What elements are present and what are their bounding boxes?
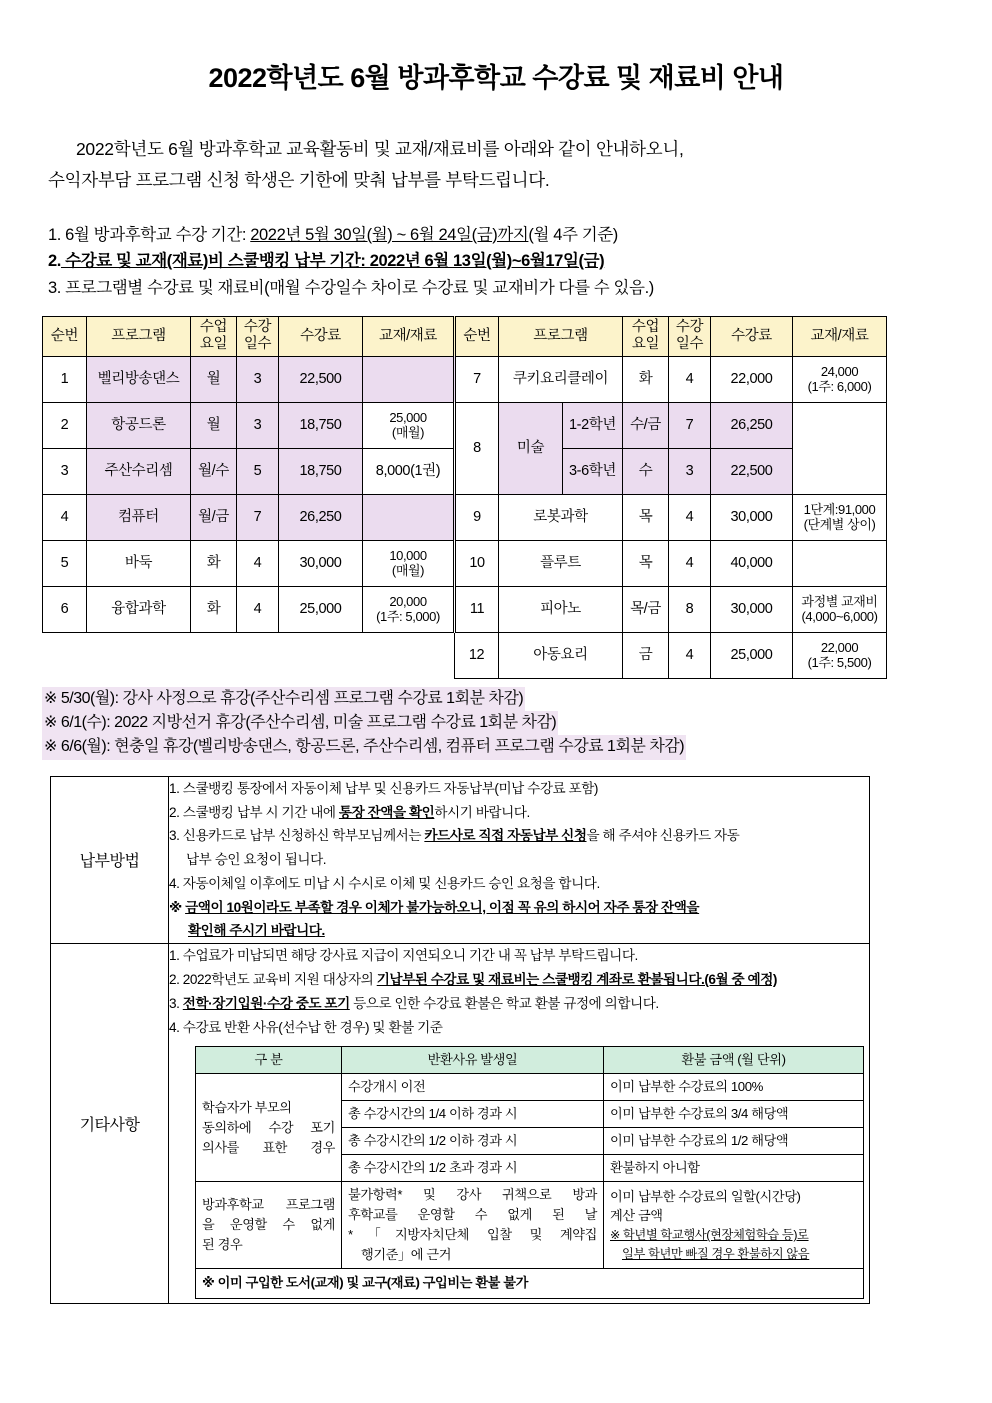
header-fee-right: 수강료 xyxy=(711,316,793,356)
cell-material xyxy=(363,586,455,632)
cell-fee: 26,250 xyxy=(279,494,363,540)
payment-item-2 xyxy=(169,801,869,825)
refund-cat2-l2: 을 운영할 수 없게 xyxy=(202,1217,335,1233)
refund-cat1-l3: 의사를 표한 경우 xyxy=(202,1139,335,1155)
cell-program: 벨리방송댄스 xyxy=(87,356,191,402)
refund-cat2-l3: 된 경우 xyxy=(202,1236,243,1252)
cell-program: 주산수리셈 xyxy=(87,448,191,494)
other-notes-body xyxy=(169,944,870,1303)
header-days-left-l1: 수강 xyxy=(243,319,272,336)
table-row xyxy=(196,1182,864,1268)
note-2-text: 수강료 및 교재(재료)비 스쿨뱅킹 납부 기간: 2022년 6월 13일(월)~6월17일(금) xyxy=(60,252,605,271)
cell-weekday: 화 xyxy=(191,540,237,586)
refund-amount-group-2 xyxy=(604,1182,864,1268)
refund-amount: 환불하지 아니함 xyxy=(604,1155,864,1182)
other-item-3-post: 등으로 인한 수강료 환불은 학교 환불 규정에 의합니다. xyxy=(349,995,659,1011)
refund-cat1-l2: 동의하에 수강 포기 xyxy=(202,1119,335,1135)
cell-no: 2 xyxy=(43,402,87,448)
cell-weekday: 월/수 xyxy=(191,448,237,494)
refund-footer-row xyxy=(196,1268,864,1298)
intro-line-2: 수익자부담 프로그램 신청 학생은 기한에 맞춰 납부를 부탁드립니다. xyxy=(48,170,550,191)
holiday-note-row xyxy=(42,711,952,735)
cell-material xyxy=(793,356,887,402)
cell-empty xyxy=(43,632,87,678)
header-material-right: 교재/재료 xyxy=(793,316,887,356)
cell-fee: 22,500 xyxy=(279,356,363,402)
cell-material-main: 20,000 xyxy=(389,593,427,609)
refund-amount: 이미 납부한 수강료의 100% xyxy=(604,1074,864,1101)
payment-item-2-post: 하시기 바랍니다. xyxy=(434,804,530,820)
cell-days: 4 xyxy=(237,540,279,586)
payment-item-3-emphasis: 카드사로 직접 자동납부 신청 xyxy=(424,828,587,844)
header-fee-left: 수강료 xyxy=(279,316,363,356)
refund-reason: 총 수강시간의 1/2 초과 경과 시 xyxy=(342,1155,604,1182)
refund-category-group-1 xyxy=(196,1074,342,1182)
refund-reason: 수강개시 이전 xyxy=(342,1074,604,1101)
cell-no: 5 xyxy=(43,540,87,586)
other-item-2-emphasis: 기납부된 수강료 및 재료비는 스쿨뱅킹 계좌로 환불됩니다.(6월 중 예정) xyxy=(376,971,777,987)
payment-item-4: 4. 자동이체일 이후에도 미납 시 수시로 이체 및 신용카드 승인 요청을 합니다. xyxy=(169,875,600,891)
payment-item-3-continued: 납부 승인 요청이 됩니다. xyxy=(186,852,327,868)
cell-material-main: 1단계:91,000 xyxy=(803,501,876,517)
cell-fee: 30,000 xyxy=(711,494,793,540)
other-item-2-pre: 2. 2022학년도 교육비 지원 대상자의 xyxy=(169,971,377,987)
cell-program: 바둑 xyxy=(87,540,191,586)
cell-days: 7 xyxy=(237,494,279,540)
refund-amount2-l4: 일부 학년만 빠질 경우 환불하지 않음 xyxy=(622,1246,810,1261)
cell-fee: 30,000 xyxy=(279,540,363,586)
cell-days: 8 xyxy=(669,586,711,632)
cell-weekday: 목 xyxy=(623,540,669,586)
header-weekday-right xyxy=(623,316,669,356)
other-item-4: 4. 수강료 반환 사유(선수납 한 경우) 및 환불 기준 xyxy=(169,1019,443,1035)
note-item-1 xyxy=(48,222,952,249)
cell-days: 7 xyxy=(669,402,711,448)
cell-days: 3 xyxy=(669,448,711,494)
header-days-left-l2: 일수 xyxy=(243,336,272,353)
cell-program: 피아노 xyxy=(499,586,623,632)
numbered-notes xyxy=(40,196,952,302)
payment-item-5-mark: ※ xyxy=(169,899,186,915)
table-row xyxy=(43,356,887,402)
payment-item-2-emphasis: 통장 잔액을 확인 xyxy=(338,804,435,820)
header-weekday-right-l1: 수업 xyxy=(631,319,660,336)
refund-reason-group-2 xyxy=(342,1182,604,1268)
note-1-prefix: 6월 방과후학교 수강 기간: xyxy=(60,225,251,244)
page-title: 2022학년도 6월 방과후학교 수강료 및 재료비 안내 xyxy=(208,63,784,93)
cell-weekday: 수/금 xyxy=(623,402,669,448)
cell-material-main: 과정별 교재비 xyxy=(801,593,878,609)
cell-program: 융합과학 xyxy=(87,586,191,632)
holiday-note-row xyxy=(42,687,952,711)
cell-days: 3 xyxy=(237,356,279,402)
payment-method-label: 납부방법 xyxy=(51,776,169,943)
cell-fee: 18,750 xyxy=(279,448,363,494)
cell-program: 플루트 xyxy=(499,540,623,586)
other-item-3-pre: 3. xyxy=(169,995,183,1011)
cell-material-sub: (1주: 5,500) xyxy=(807,655,872,671)
refund-reason: 총 수강시간의 1/2 이하 경과 시 xyxy=(342,1128,604,1155)
cell-program: 미술 xyxy=(499,402,563,494)
cell-material-main: 24,000 xyxy=(820,363,859,379)
cell-weekday: 화 xyxy=(623,356,669,402)
refund-category-group-2 xyxy=(196,1182,342,1268)
payment-item-3-pre: 3. 신용카드로 납부 신청하신 학부모님께서는 xyxy=(169,828,425,844)
cell-material xyxy=(793,494,887,540)
header-days-right-l2: 일수 xyxy=(675,336,704,353)
cell-material: 8,000(1권) xyxy=(363,448,455,494)
refund-reason: 총 수강시간의 1/4 이하 경과 시 xyxy=(342,1101,604,1128)
cell-material-main: 22,000 xyxy=(820,639,859,655)
note-1-number: 1. xyxy=(48,225,61,244)
payment-item-5-line2: 확인해 주시기 바랍니다. xyxy=(188,923,325,939)
holiday-note-1: ※ 5/30(월): 강사 사정으로 휴강(주산수리셈 프로그램 수강료 1회분 차감) xyxy=(42,687,525,711)
cell-program-sub: 3-6학년 xyxy=(563,448,623,494)
cell-material-main: 10,000 xyxy=(389,547,427,563)
fee-table xyxy=(42,316,887,679)
cell-fee: 26,250 xyxy=(711,402,793,448)
holiday-note-row xyxy=(42,735,952,759)
cell-weekday: 화 xyxy=(191,586,237,632)
table-row xyxy=(43,586,887,632)
cell-empty xyxy=(279,632,363,678)
intro-paragraph xyxy=(40,94,952,195)
cell-fee: 22,500 xyxy=(711,448,793,494)
header-weekday-left-l2: 요일 xyxy=(199,336,228,353)
table-row xyxy=(43,632,887,678)
payment-item-5-line2-wrap xyxy=(169,919,869,943)
note-3-text: 프로그램별 수강료 및 재료비(매월 수강일수 차이로 수강료 및 교재비가 다를 수 있음.) xyxy=(60,279,654,298)
cell-empty xyxy=(363,632,455,678)
refund-cat1-l1: 학습자가 부모의 xyxy=(202,1100,292,1116)
cell-material xyxy=(793,632,887,678)
intro-line-1: 2022학년도 6월 방과후학교 교육활동비 및 교재/재료비를 아래와 같이 안내하오니, xyxy=(76,139,684,160)
refund-amount2-l1: 이미 납부한 수강료의 일할(시간당) xyxy=(610,1188,801,1204)
refund-header-reason: 반환사유 발생일 xyxy=(342,1047,604,1074)
cell-weekday: 월/금 xyxy=(191,494,237,540)
refund-header-category: 구 분 xyxy=(196,1047,342,1074)
cell-fee: 25,000 xyxy=(279,586,363,632)
cell-weekday: 목/금 xyxy=(623,586,669,632)
cell-program: 컴퓨터 xyxy=(87,494,191,540)
cell-days: 3 xyxy=(237,402,279,448)
cell-material-sub: (1주: 5,000) xyxy=(376,609,440,625)
cell-weekday: 목 xyxy=(623,494,669,540)
cell-weekday: 금 xyxy=(623,632,669,678)
payment-item-5 xyxy=(169,896,869,920)
refund-reason2-l1: 불가항력* 및 강사 귀책으로 방과 xyxy=(348,1187,597,1203)
other-notes-label: 기타사항 xyxy=(51,944,169,1303)
payment-item-1: 1. 스쿨뱅킹 통장에서 자동이체 납부 및 신용카드 자동납부(미납 수강료 포함) xyxy=(169,780,598,796)
header-program-left-text: 프로그램 xyxy=(111,327,166,344)
cell-program-sub: 1-2학년 xyxy=(563,402,623,448)
payment-method-body xyxy=(169,776,870,943)
other-item-3 xyxy=(169,992,869,1016)
other-notes-section xyxy=(51,944,870,1303)
header-days-left xyxy=(237,316,279,356)
header-program-right: 프로그램 xyxy=(499,316,623,356)
cell-no: 4 xyxy=(43,494,87,540)
cell-program: 쿠키요리클레이 xyxy=(499,356,623,402)
cell-no: 3 xyxy=(43,448,87,494)
other-item-2 xyxy=(169,968,869,992)
refund-amount2-l3: ※ 학년별 학교행사(현장체험학습 등)로 xyxy=(610,1228,809,1243)
cell-material xyxy=(363,494,455,540)
refund-footer-note: ※ 이미 구입한 도서(교재) 및 교구(재료) 구입비는 환불 불가 xyxy=(196,1268,864,1298)
refund-cat2-l1: 방과후학교 프로그램 xyxy=(202,1197,335,1213)
cell-material-sub: (4,000~6,000) xyxy=(801,609,878,625)
cell-fee: 40,000 xyxy=(711,540,793,586)
payment-item-2-pre: 2. 스쿨뱅킹 납부 시 기간 내에 xyxy=(169,804,339,820)
table-row xyxy=(43,494,887,540)
cell-material xyxy=(363,402,455,448)
cell-no: 11 xyxy=(455,586,499,632)
note-2-number: 2. xyxy=(48,252,61,271)
cell-empty xyxy=(87,632,191,678)
other-item-1: 1. 수업료가 미납되면 해당 강사료 지급이 지연되오니 기간 내 꼭 납부 부탁드립니다. xyxy=(169,948,638,964)
header-material-left: 교재/재료 xyxy=(363,316,455,356)
header-no-left: 순번 xyxy=(43,316,87,356)
header-weekday-left-l1: 수업 xyxy=(199,319,228,336)
cell-material-main: 25,000 xyxy=(389,409,427,425)
refund-policy-table xyxy=(195,1046,864,1298)
refund-amount: 이미 납부한 수강료의 1/2 해당액 xyxy=(604,1128,864,1155)
payment-method-section xyxy=(51,776,870,943)
cell-days: 4 xyxy=(669,540,711,586)
cell-no: 12 xyxy=(455,632,499,678)
cell-weekday: 수 xyxy=(623,448,669,494)
cell-no: 7 xyxy=(455,356,499,402)
holiday-notes xyxy=(40,679,952,760)
header-program-left xyxy=(87,316,191,356)
refund-reason2-l3: *「지방자치단체 입찰 및 계약집 xyxy=(348,1226,597,1242)
table-row xyxy=(43,540,887,586)
cell-weekday: 월 xyxy=(191,402,237,448)
cell-days: 4 xyxy=(237,586,279,632)
payment-method-list xyxy=(169,777,869,943)
cell-material-sub: (단계별 상이) xyxy=(803,517,876,533)
cell-program: 항공드론 xyxy=(87,402,191,448)
cell-no: 8 xyxy=(455,402,499,494)
refund-amount: 이미 납부한 수강료의 3/4 해당액 xyxy=(604,1101,864,1128)
cell-material xyxy=(793,540,887,586)
other-notes-list xyxy=(169,944,869,1039)
cell-program: 아동요리 xyxy=(499,632,623,678)
table-row xyxy=(43,402,887,448)
cell-fee: 22,000 xyxy=(711,356,793,402)
note-3-number: 3. xyxy=(48,279,61,298)
cell-material xyxy=(793,402,887,494)
fee-table-header-row xyxy=(43,316,887,356)
cell-material-sub: (매월) xyxy=(391,563,425,579)
cell-days: 4 xyxy=(669,494,711,540)
fee-table-head xyxy=(43,316,887,356)
cell-days: 4 xyxy=(669,356,711,402)
cell-fee: 18,750 xyxy=(279,402,363,448)
other-item-3-emphasis: 전학·장기입원·수강 중도 포기 xyxy=(182,995,350,1011)
refund-amount2-l2: 계산 금액 xyxy=(610,1208,663,1224)
refund-reason2-l4: 행기준」에 근거 xyxy=(361,1246,452,1262)
refund-header-amount: 환불 금액 (월 단위) xyxy=(604,1047,864,1074)
header-no-right: 순번 xyxy=(455,316,499,356)
header-days-right xyxy=(669,316,711,356)
header-weekday-right-l2: 요일 xyxy=(631,336,660,353)
payment-item-5-line1: 금액이 10원이라도 부족할 경우 이체가 불가능하오니, 이점 꼭 유의 하시어 자주 통장 잔액을 xyxy=(185,899,700,915)
table-row xyxy=(196,1074,864,1101)
refund-header-row xyxy=(196,1047,864,1074)
info-box xyxy=(50,776,870,1304)
cell-empty xyxy=(237,632,279,678)
cell-material xyxy=(363,356,455,402)
cell-material-sub: (매월) xyxy=(391,425,425,441)
payment-item-3-post: 을 해 주셔야 신용카드 자동 xyxy=(586,828,740,844)
cell-fee: 25,000 xyxy=(711,632,793,678)
cell-material xyxy=(363,540,455,586)
cell-material xyxy=(793,586,887,632)
cell-no: 6 xyxy=(43,586,87,632)
cell-days: 4 xyxy=(669,632,711,678)
cell-program: 로봇과학 xyxy=(499,494,623,540)
note-1-period: 2022년 5월 30일(월) ~ 6월 24일(금)까지 xyxy=(250,225,529,244)
cell-days: 5 xyxy=(237,448,279,494)
holiday-note-2: ※ 6/1(수): 2022 지방선거 휴강(주산수리셈, 미술 프로그램 수강료 1회분 차감) xyxy=(42,711,558,735)
cell-no: 10 xyxy=(455,540,499,586)
note-1-suffix: (월 4주 기준) xyxy=(528,225,618,244)
holiday-note-3: ※ 6/6(월): 현충일 휴강(벨리방송댄스, 항공드론, 주산수리셈, 컴퓨터 프로그램 수강료 1회분 차감) xyxy=(42,735,686,759)
cell-material-sub: (1주: 6,000) xyxy=(807,379,872,395)
note-item-2 xyxy=(48,248,952,275)
note-item-3 xyxy=(48,275,952,302)
header-weekday-left xyxy=(191,316,237,356)
header-days-right-l1: 수강 xyxy=(675,319,704,336)
cell-no: 9 xyxy=(455,494,499,540)
fee-table-body xyxy=(43,356,887,678)
cell-no: 1 xyxy=(43,356,87,402)
cell-fee: 30,000 xyxy=(711,586,793,632)
cell-weekday: 월 xyxy=(191,356,237,402)
refund-reason2-l2: 후학교를 운영할 수 없게 된 날 xyxy=(348,1207,597,1223)
payment-item-3 xyxy=(169,824,869,848)
cell-empty xyxy=(191,632,237,678)
